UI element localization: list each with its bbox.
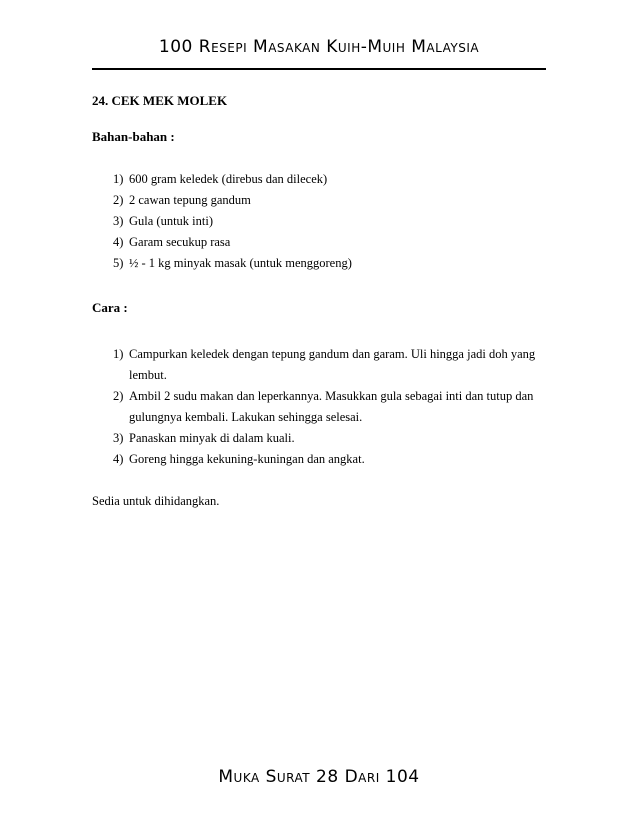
list-item-text: Campurkan keledek dengan tepung gandum dan garam. Uli hingga jadi doh yang lembut. — [129, 347, 536, 382]
list-item — [92, 344, 542, 386]
list-item — [92, 211, 542, 232]
list-item-text: Panaskan minyak di dalam kuali. — [129, 431, 295, 445]
list-item — [92, 386, 542, 428]
steps-heading: Cara : — [92, 300, 128, 315]
closing-note: Sedia untuk dihidangkan. — [92, 494, 220, 508]
list-item-text: ½ - 1 kg minyak masak (untuk menggoreng) — [129, 256, 352, 270]
list-item-text: 600 gram keledek (direbus dan dilecek) — [129, 172, 328, 186]
list-item-number: 1) — [113, 172, 124, 186]
list-item-text: Garam secukup rasa — [129, 235, 231, 249]
ingredients-list — [92, 169, 542, 274]
list-item-number: 4) — [113, 235, 124, 249]
list-item-number: 4) — [113, 452, 124, 466]
list-item — [92, 428, 542, 449]
list-item-text: Gula (untuk inti) — [129, 214, 214, 228]
header-divider — [92, 68, 546, 70]
list-item — [92, 449, 542, 470]
list-item-number: 2) — [113, 193, 124, 207]
list-item — [92, 232, 542, 253]
list-item-text: 2 cawan tepung gandum — [129, 193, 251, 207]
list-item-number: 3) — [113, 214, 124, 228]
list-item-text: Ambil 2 sudu makan dan leperkannya. Masukkan gula sebagai inti dan tutup dan gulungnya kembali. Lakukan sehingga selesai. — [129, 389, 534, 424]
list-item — [92, 253, 542, 274]
list-item-number: 3) — [113, 431, 124, 445]
list-item-number: 5) — [113, 256, 124, 270]
list-item-text: Goreng hingga kekuning-kuningan dan angkat. — [129, 452, 365, 466]
list-item-number: 2) — [113, 389, 124, 403]
steps-list — [92, 344, 542, 470]
ingredients-heading: Bahan-bahan : — [92, 129, 175, 144]
list-item — [92, 190, 542, 211]
recipe-title: 24. CEK MEK MOLEK — [92, 93, 228, 108]
page-footer: Muka Surat 28 Dari 104 — [218, 767, 420, 787]
list-item — [92, 169, 542, 190]
list-item-number: 1) — [113, 347, 124, 361]
page-header: 100 Resepi Masakan Kuih-Muih Malaysia — [158, 37, 480, 57]
